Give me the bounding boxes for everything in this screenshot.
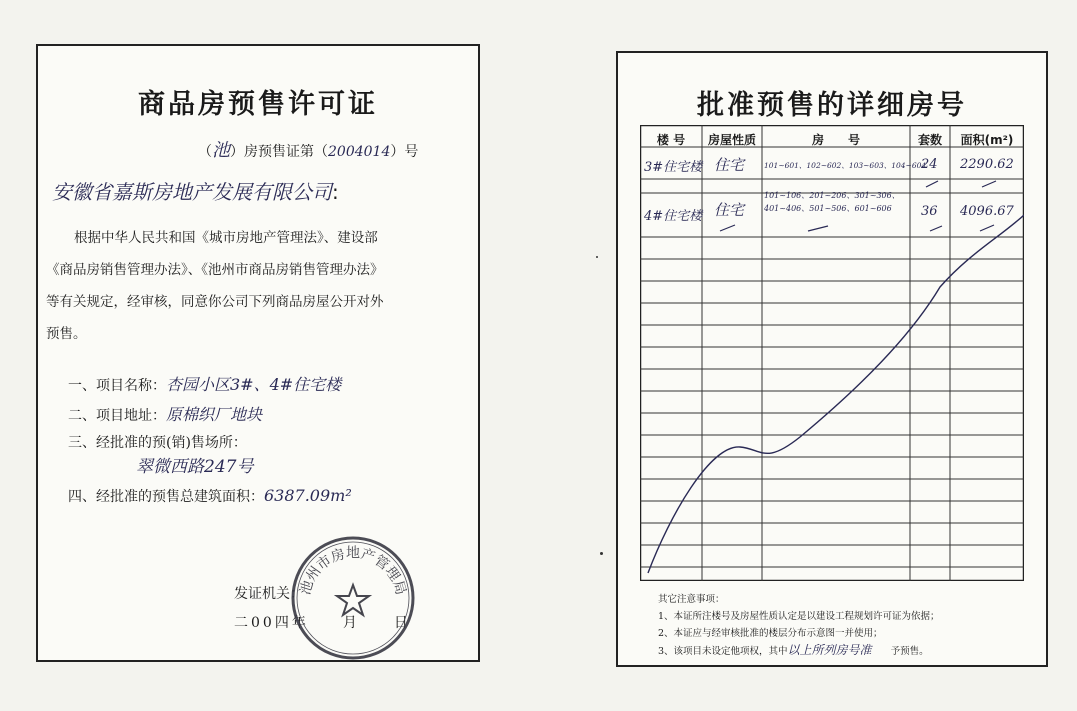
- header-nature: 房屋性质: [707, 133, 756, 147]
- header-building: 楼 号: [656, 133, 686, 147]
- company-name: 安徽省嘉斯房地产发展有限公司:: [52, 180, 339, 204]
- paper-speck: [596, 256, 598, 258]
- notes-heading: 其它注意事项：: [658, 594, 725, 605]
- room-detail-page: [616, 51, 1048, 667]
- row-building: 4#住宅楼: [644, 209, 703, 224]
- sale-place-value: 翠微西路247号: [136, 457, 254, 477]
- paragraph-line: 预售。: [46, 326, 87, 342]
- row-rooms: 101~106、201~206、301~306、: [764, 191, 900, 200]
- row-nature: 住宅: [714, 201, 745, 219]
- permit-body: [46, 222, 458, 350]
- paper-speck: [600, 552, 603, 555]
- seal-star-icon: [337, 585, 369, 615]
- note-line: 1、本证所注楼号及房屋性质认定是以建设工程规划许可证为依据；: [658, 611, 940, 622]
- item-total-area: 四、经批准的预售总建筑面积：6387.09m²: [68, 486, 352, 505]
- item-sale-place: 三、经批准的预(销)售场所：: [68, 435, 247, 451]
- header-units: 套数: [917, 133, 942, 147]
- room-detail-title: 批准预售的详细房号: [697, 90, 967, 121]
- permit-title: 商品房预售许可证: [138, 89, 378, 120]
- row-area: 4096.67: [960, 204, 1014, 219]
- paragraph-line: 等有关规定，经审核，同意你公司下列商品房屋公开对外: [46, 294, 384, 310]
- void-cancel-stroke: [648, 215, 1024, 573]
- row-units: 24: [921, 157, 938, 172]
- header-area: 面积(m²): [960, 133, 1014, 147]
- issue-date: 二00四年 月 日: [234, 615, 411, 631]
- row-rooms: 101~601、102~602、103~603、104~604: [764, 161, 927, 170]
- official-seal-stamp: [288, 533, 418, 663]
- note-line: 2、本证应与经审核批准的楼层分布示意图一并使用；: [658, 628, 883, 639]
- paragraph-line: 《商品房销售管理办法》、《池州市商品房销售管理办法》: [46, 262, 384, 278]
- item-project-name: 一、项目名称：杏园小区3#、4#住宅楼: [68, 375, 342, 394]
- note-line: 3、该项目未设定他项权，其中以上所列房号准 予预售。: [658, 643, 929, 657]
- note-handwriting: 以上所列房号准: [787, 643, 872, 657]
- row-nature: 住宅: [714, 156, 745, 174]
- seal-text: 池州市房地产管理局: [297, 545, 409, 597]
- permit-number: （池）房预售证第（2004014）号: [198, 140, 419, 161]
- permit-number-value: 2004014: [328, 144, 391, 160]
- row-building: 3#住宅楼: [644, 160, 703, 175]
- permit-page: [36, 44, 480, 662]
- issuer-label: 发证机关：: [234, 586, 304, 602]
- notes-section: [658, 591, 940, 660]
- row-units: 36: [921, 204, 938, 219]
- permit-city-code: 池: [212, 140, 230, 161]
- row-area: 2290.62: [960, 157, 1014, 172]
- paragraph-line: 根据中华人民共和国《城市房地产管理法》、建设部: [74, 230, 378, 246]
- item-project-address: 二、项目地址：原棉织厂地块: [68, 405, 263, 424]
- row-rooms: 401~406、501~506、601~606: [764, 204, 892, 213]
- header-room: 房 号: [811, 133, 860, 147]
